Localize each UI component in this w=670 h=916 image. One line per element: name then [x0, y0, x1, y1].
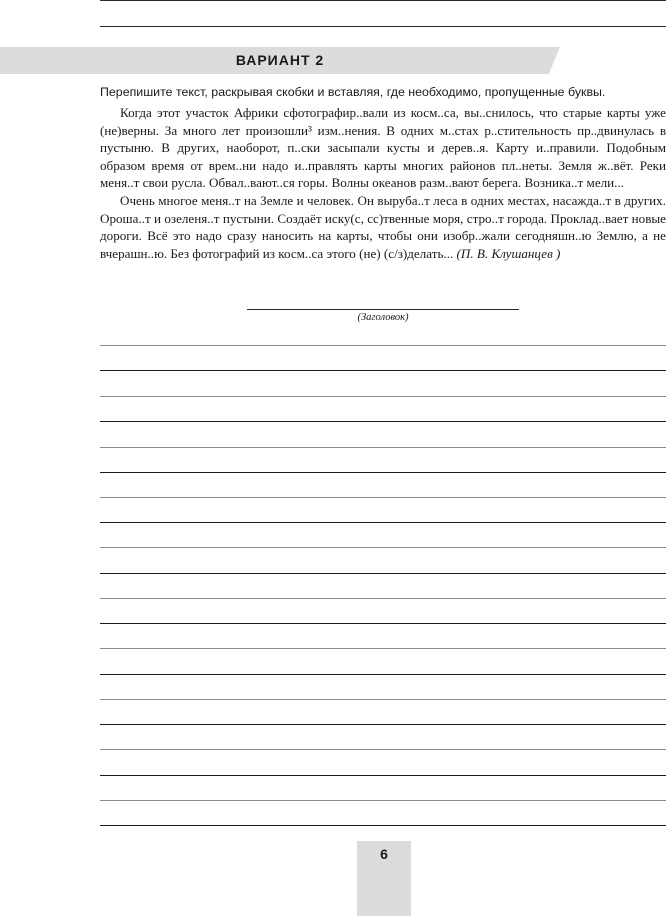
writing-line[interactable]	[100, 825, 666, 826]
writing-line[interactable]	[100, 421, 666, 422]
exercise-paragraph	[100, 192, 666, 262]
writing-line[interactable]	[100, 447, 666, 448]
exercise-paragraph-text: Очень многое меня..т на Земле и человек. Он выруба..т леса в одних местах, насажда..т в других. Ороша..т и озеленя..т пустыни. Создаёт иску(с, сс)твенные моря, стро..т города. Проклад..вает новые дороги. Всё это надо сразу наносить на карты, чтобы они изобр..жали сегодняшн..ю Землю, а не вчерашн..ю. Без фотографий из косм..са этого (не) (с/з)делать...	[100, 192, 666, 261]
task-instruction: Перепишите текст, раскрывая скобки и вставляя, где необходимо, пропущенные буквы.	[100, 85, 606, 99]
writing-line[interactable]	[100, 497, 666, 498]
writing-line[interactable]	[100, 573, 666, 574]
heading-caption: (Заголовок)	[357, 312, 409, 323]
writing-line[interactable]	[100, 522, 666, 523]
exercise-paragraph	[100, 104, 666, 192]
writing-line[interactable]	[100, 598, 666, 599]
page-number: 6	[380, 846, 388, 862]
writing-line[interactable]	[100, 472, 666, 473]
writing-line[interactable]	[100, 396, 666, 397]
section-title: ВАРИАНТ 2	[235, 52, 325, 68]
writing-line[interactable]	[100, 623, 666, 624]
author-attribution: (П. В. Клушанцев )	[456, 245, 561, 261]
writing-line[interactable]	[100, 724, 666, 725]
answer-line	[100, 0, 666, 1]
heading-input-line[interactable]	[247, 309, 519, 310]
writing-line[interactable]	[100, 775, 666, 776]
exercise-text	[100, 104, 666, 262]
writing-line[interactable]	[100, 674, 666, 675]
writing-line[interactable]	[100, 749, 666, 750]
writing-line[interactable]	[100, 370, 666, 371]
writing-line[interactable]	[100, 345, 666, 346]
writing-line[interactable]	[100, 800, 666, 801]
writing-line[interactable]	[100, 547, 666, 548]
writing-line[interactable]	[100, 648, 666, 649]
exercise-paragraph-text: Когда этот участок Африки сфотографир..вали из косм..са, вы..снилось, что старые карты уже (не)верны. За много лет произошли³ изм..нения. В одних м..стах р..стительность пр..двинулась в пустыню. В других, наоборот, п..ски засыпали кусты и дерев..я. Карту и..правили. Подобным образом время от врем..ни надо и..правлять карты многих районов пл..неты. Земля ж..вёт. Реки меня..т свои русла. Обвал..вают..ся горы. Волны океанов разм..вают берега. Возника..т мели...	[100, 105, 666, 191]
writing-line[interactable]	[100, 699, 666, 700]
answer-line	[100, 26, 666, 27]
